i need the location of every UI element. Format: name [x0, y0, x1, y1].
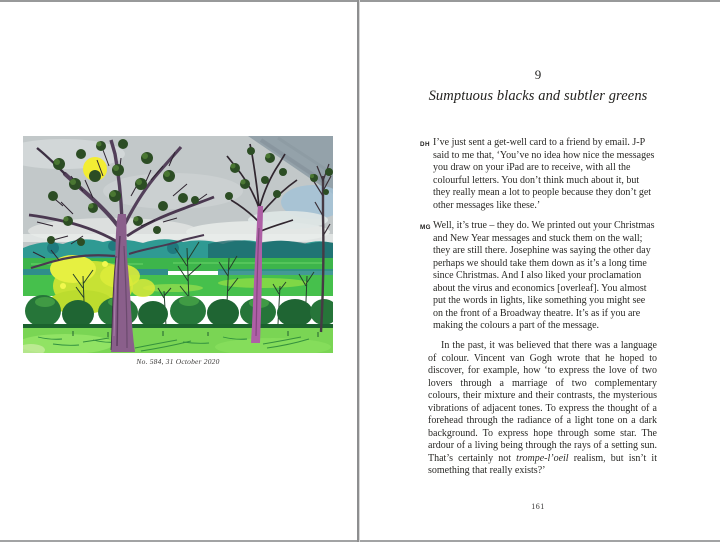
page-top-edge — [0, 0, 720, 2]
narration-text-2: realism, but isn’t it something that really exists?’ — [428, 452, 657, 476]
speaker-label-mg: MG — [420, 223, 431, 231]
painting-caption: No. 584, 31 October 2020 — [136, 357, 220, 366]
dialogue-text-mg: Well, it’s true – they do. We printed out your Christmas and New Year messages and stuck them on the wall; they are still there. Josephine was saying the other day perhaps we should take them down as it’s a long time since Christmas. And I also liked your proclamation about the virus and economics [overleaf]. You almost put the words in lights, like something you might see on the front of a Broadway theatre. It’s as if you are making the colours a part of the message. — [433, 220, 655, 331]
narration-text-1: In the past, it was believed that there was a language of colour. Vincent van Gogh wrote that he hoped to discover, for example, how ‘to express the love of two lovers through a marriage of two complementary colours, their mixture and their contrasts, the mysterious vibrations of adjacent tones. To express the thought of a forehead through the radiance of a light tone on a dark background. To express hope through some star. The ardour of a living being through the rays of a setting sun. That’s certainly not — [428, 340, 657, 464]
painting-svg — [23, 136, 333, 353]
dialogue-paragraph-dh — [420, 137, 657, 212]
narration-italic-term: trompe-l’oeil — [516, 452, 569, 464]
chapter-title: Sumptuous blacks and subtler greens — [428, 88, 648, 104]
dialogue-paragraph-mg — [420, 220, 657, 333]
page-number: 161 — [531, 502, 545, 511]
gutter-highlight — [359, 0, 360, 542]
foreground-grass — [23, 328, 333, 353]
dialogue-text-dh: I’ve just sent a get-well card to a friend by email. J-P said to me that, ‘You’ve no idea how nice the messages you draw on your iPad are to receive, with all the colourful letters. You don’t think much about it, but they really mean a lot to people because they don’t get other messages like these.’ — [433, 137, 655, 211]
speaker-label-dh: DH — [420, 140, 430, 148]
painting-image — [23, 136, 333, 353]
narration-paragraph — [428, 340, 657, 478]
chapter-number: 9 — [534, 67, 542, 82]
